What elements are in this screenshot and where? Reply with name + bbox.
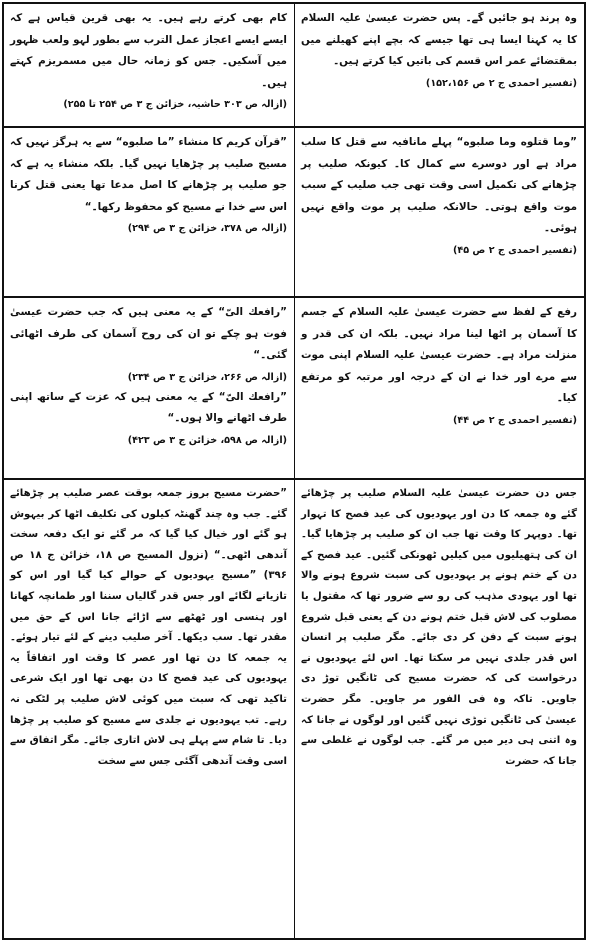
passage-text-2: ”رافعك الیّ“ کے یہ معنی ہیں کہ عزت کے ساتھ اپنی طرف اٹھانے والا ہوں۔“ [10, 390, 287, 424]
right-cell-2 [294, 128, 584, 298]
citation: (ازالہ ص ۳۰۳ حاشیہ، خزائن ج ۳ ص ۲۵۴ تا ۲۵۵) [63, 99, 287, 110]
passage-text: جس دن حضرت عیسیٰ علیہ السلام صلیب پر چڑھائے گئے وہ جمعہ کا دن اور یہودیوں کی عید فصح کا تہوار تھا۔ دوپہر کا وقت تھا جب ان کو صلیب پر چڑھایا گیا۔ ان کی ہتھیلیوں میں کیلیں ٹھونکی گئیں۔ عید فصح کے دن کے ختم ہونے پر یہودیوں کی سبت شروع ہونے والا تھا اور یہودی مذہب کی رو سے ضرور تھا کہ مقتول یا مصلوب کی لاش قبل ختم ہونے دن کے یعنی قبل شروع ہونے سبت کے دفن کر دی جائے۔ مگر صلیب پر انسان اس قدر جلدی نہیں مر سکتا تھا۔ اس لئے یہودیوں نے درخواست کی کہ حضرت مسیح کی ٹانگیں توڑ دی جاویں۔ تاکہ وہ فی الفور مر جاویں۔ مگر حضرت عیسیٰ کی ٹانگیں توڑی نہیں گئیں اور لوگوں نے جانا کہ وہ اتنی ہی دیر میں مر گئے۔ جب لوگوں نے غلطی سے جانا کہ حضرت [301, 488, 577, 767]
citation: (ازالہ ص ۲۶۶، خزائن ج ۳ ص ۲۳۴) [127, 371, 287, 383]
passage-text: ”رافعك الیّ“ کے یہ معنی ہیں کہ جب حضرت عیسیٰ فوت ہو چکے تو ان کی روح آسمان کی طرف اٹھائی گئی۔“ [10, 306, 287, 361]
right-cell-3 [294, 298, 584, 480]
passage-text: ”حضرت مسیح بروز جمعہ بوقت عصر صلیب پر چڑھائے گئے۔ جب وہ چند گھنٹہ کیلوں کی تکلیف اٹھا کر بیہوش ہو گئے اور خیال کیا گیا کہ مر گئے تو ایک دفعہ سخت آندھی اٹھی۔“ (نزول المسیح ص ۱۸، خزائن ج ۱۸ ص ۳۹۶) ”مسیح یہودیوں کے حوالے کیا گیا اور اس کو تازیانے لگائے اور جس قدر گالیاں سننا اور طمانچہ کھانا اور ہنسی اور ٹھٹھے سے اڑائے جانا اس کے حق میں مقدر تھا۔ سب دیکھا۔ آخر صلیب دینے کے لئے تیار ہوئے۔ یہ جمعہ کا دن تھا اور عصر کا وقت اور اتفاقاً یہ یہودیوں کی عید فصح کا دن بھی تھا اور ایک شرعی تاکید تھی کہ سبت میں کوئی لاش صلیب پر لٹکی نہ رہے۔ تب یہودیوں نے جلدی سے مسیح کو صلیب پر چڑھا دیا۔ تا شام سے پہلے ہی لاش اتاری جائے۔ مگر اتفاق سے اسی وقت آندھی آگئی جس سے سخت [10, 488, 287, 767]
passage-text: ”قرآن کریم کا منشاء ”ما صلبوه“ سے یہ ہرگز نہیں کہ مسیح صلیب پر چڑھایا نہیں گیا۔ بلکہ منشاء یہ ہے کہ جو صلیب پر چڑھانے کا اصل مدعا تھا یعنی قتل کرنا اس سے خدا نے مسیح کو محفوظ رکھا۔“ [10, 136, 287, 213]
citation: (تفسیر احمدی ج ۲ ص ۱۵۲،۱۵۶) [425, 77, 577, 89]
citation: (تفسیر احمدی ج ۲ ص ۴۵) [452, 244, 577, 256]
citation: (تفسیر احمدی ج ۲ ص ۴۴) [452, 414, 577, 426]
passage-text: کام بھی کرتے رہے ہیں۔ یہ بھی قرین قیاس ہے کہ ایسے ایسے اعجاز عمل الترب سے بطور لہو ولعب ظہور میں آسکیں۔ جس کو زمانہ حال میں مسمریزم کہتے ہیں۔ [10, 12, 287, 89]
comparison-table [2, 2, 586, 940]
left-cell-3 [4, 298, 294, 480]
passage-text: وہ پرند ہو جائیں گے۔ پس حضرت عیسیٰ علیہ السلام کا یہ کہنا ایسا ہی تھا جیسے کہ بچے اپنے کھیلنے میں بمقتضائے عمر اس قسم کی باتیں کیا کرتے ہیں۔ [301, 12, 577, 67]
passage-text: ”وما قتلوه وما صلبوه“ پہلے مانافیہ سے قتل کا سلب مراد ہے اور دوسرے سے کمال کا۔ کیونکہ صلیب پر چڑھانے کی تکمیل اسی وقت تھی جب صلیب کے سبب موت واقع ہوتی۔ حالانکہ صلیب پر موت واقع نہیں ہوئی۔ [301, 136, 577, 234]
left-cell-2 [4, 128, 294, 298]
right-cell-1 [294, 4, 584, 128]
right-cell-4 [294, 480, 584, 938]
left-cell-1 [4, 4, 294, 128]
citation: (ازالہ ص ۳۷۸، خزائن ج ۳ ص ۲۹۴) [127, 223, 287, 234]
left-cell-4 [4, 480, 294, 938]
passage-text: رفع کے لفظ سے حضرت عیسیٰ علیہ السلام کے جسم کا آسمان پر اٹھا لینا مراد نہیں۔ بلکہ ان کی قدر و منزلت مراد ہے۔ حضرت عیسیٰ علیہ السلام اپنی موت سے مرے اور خدا نے ان کے درجہ اور مرتبہ کو مرتفع کیا۔ [301, 306, 577, 404]
citation-2: (ازالہ ص ۵۹۸، خزائن ج ۳ ص ۴۲۳) [127, 434, 287, 446]
